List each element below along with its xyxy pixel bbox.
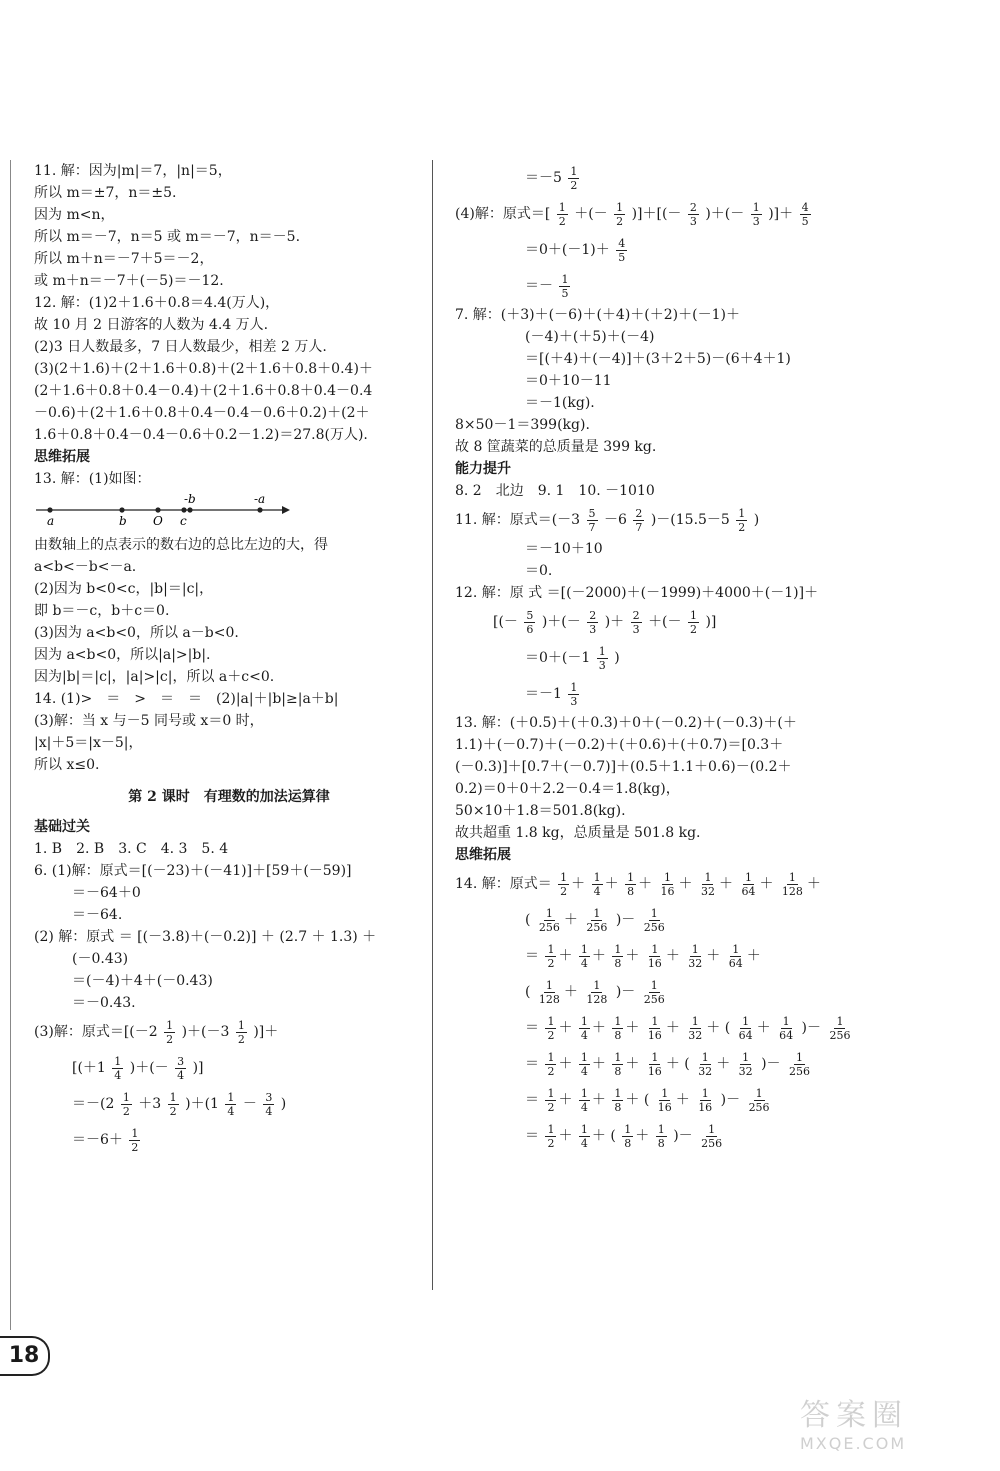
text-segment: ＋(－	[574, 206, 608, 222]
fraction: $\frac{1}{2}$	[547, 1014, 555, 1042]
text-line: ＝－1(kg).	[525, 395, 595, 411]
lesson-title: 第 2 课时 有理数的加法运算律	[128, 789, 330, 805]
text-segment: )＋(－	[541, 614, 581, 630]
text-line: 1.1)＋(－0.7)＋(－0.2)＋(＋0.6)＋(＋0.7)＝[0.3＋	[455, 737, 784, 753]
section-heading: 能力提升	[455, 461, 511, 477]
point-o	[155, 507, 160, 512]
text-line: ＝(－4)＋4＋(－0.43)	[72, 973, 213, 989]
fraction: $\frac{1}{2}$	[558, 200, 566, 228]
fraction: $\frac{1}{16}$	[657, 1086, 672, 1114]
section-heading: 思维拓展	[455, 847, 511, 863]
text-segment: ＝－(2	[72, 1096, 115, 1112]
fraction: $\frac{1}{2}$	[738, 506, 746, 534]
fraction: $\frac{1}{4}$	[580, 942, 588, 970]
text-segment: )－(15.5－5	[650, 512, 730, 528]
fraction: $\frac{1}{32}$	[698, 1050, 713, 1078]
text-line: ＝[(＋4)＋(－4)]＋(3＋2＋5)－(6＋4＋1)	[525, 351, 791, 367]
fraction: $\frac{1}{256}$	[538, 906, 560, 934]
math-line	[34, 1122, 424, 1158]
section-heading: 基础过关	[34, 819, 90, 835]
fraction: $\frac{1}{4}$	[580, 1014, 588, 1042]
text-segment: 14. 解：原式＝	[455, 876, 552, 892]
text-segment: )	[280, 1096, 287, 1112]
text-segment: )＋(1	[185, 1096, 219, 1112]
text-line: 由数轴上的点表示的数右边的总比左边的大，得	[34, 537, 328, 553]
fraction: $\frac{2}{3}$	[689, 200, 697, 228]
text-line: 所以 x≤0.	[34, 757, 100, 773]
fraction: $\frac{1}{4}$	[580, 1086, 588, 1114]
text-line: (3)解：当 x 与－5 同号或 x＝0 时，	[34, 713, 264, 729]
text-line: 7. 解：(＋3)＋(－6)＋(＋4)＋(＋2)＋(－1)＋	[455, 307, 740, 323]
text-segment: (3)解：原式＝[(－2	[34, 1024, 158, 1040]
text-segment: )]	[705, 614, 717, 630]
text-line: ＝－64.	[72, 907, 123, 923]
text-line: 所以 m＋n＝－7＋5＝－2，	[34, 251, 214, 267]
watermark-site: MXQE.COM	[800, 1434, 907, 1453]
text-line: (2) 解：原式 ＝ [(－3.8)＋(－0.2)] ＋ (2.7 ＋ 1.3) ＋	[34, 929, 377, 945]
text-line: 14. (1)> ＝ > ＝ ＝ (2)|a|＋|b|≥|a＋b|	[34, 691, 339, 707]
point-b	[119, 507, 124, 512]
left-column	[34, 160, 424, 1158]
text-line: ＝－64＋0	[72, 885, 141, 901]
text-line: 所以 m＝－7，n＝5 或 m＝－7，n＝－5.	[34, 229, 301, 245]
math-line	[455, 196, 875, 232]
text-line: 1.6＋0.8＋0.4－0.4－0.6＋0.2－1.2)＝27.8(万人).	[34, 427, 368, 443]
label-neg-b: -b	[184, 494, 196, 506]
fraction: $\frac{3}{4}$	[177, 1054, 185, 1082]
text-segment: )]	[192, 1060, 204, 1076]
fraction: $\frac{1}{8}$	[614, 942, 622, 970]
fraction: $\frac{1}{16}$	[698, 1086, 713, 1114]
text-line: 故 8 筐蔬菜的总质量是 399 kg.	[455, 439, 657, 455]
point-a	[47, 507, 52, 512]
fraction: $\frac{4}{5}$	[801, 200, 809, 228]
fraction: $\frac{1}{16}$	[647, 1050, 662, 1078]
fraction: $\frac{5}{6}$	[526, 608, 534, 636]
text-segment: )＋(－	[705, 206, 745, 222]
fraction: $\frac{5}{7}$	[588, 506, 596, 534]
fraction: $\frac{1}{128}$	[586, 978, 608, 1006]
label-o: O	[153, 514, 163, 528]
fraction: $\frac{2}{3}$	[589, 608, 597, 636]
point-neg-a	[257, 507, 262, 512]
math-line	[34, 1086, 424, 1122]
text-segment: )＋(－	[129, 1060, 169, 1076]
math-line: ( $\frac{1}{256}$ ＋ $\frac{1}{256}$ )－ $\frac{1}{256}$	[525, 906, 665, 934]
fraction: $\frac{1}{16}$	[647, 1014, 662, 1042]
math-line	[455, 160, 875, 196]
fraction: $\frac{1}{256}$	[586, 906, 608, 934]
fraction: $\frac{1}{128}$	[538, 978, 560, 1006]
fraction: $\frac{1}{4}$	[114, 1054, 122, 1082]
label-c: c	[180, 514, 187, 528]
fraction: $\frac{1}{2}$	[547, 1086, 555, 1114]
fraction: $\frac{1}{2}$	[166, 1018, 174, 1046]
text-line: 13. 解：(＋0.5)＋(＋0.3)＋0＋(－0.2)＋(－0.3)＋(＋	[455, 715, 797, 731]
watermark-logo	[800, 1390, 990, 1460]
text-segment: (4)解：原式＝[	[455, 206, 551, 222]
text-segment: ＋3	[138, 1096, 162, 1112]
fraction: $\frac{1}{4}$	[580, 1050, 588, 1078]
text-line: (2)因为 b<0<c，|b|＝|c|，	[34, 581, 214, 597]
fraction: $\frac{1}{2}$	[237, 1018, 245, 1046]
text-segment: ＝－5	[525, 170, 562, 186]
left-margin-rule	[10, 160, 11, 1330]
math-line	[455, 640, 875, 676]
watermark-main: 答案圈	[800, 1398, 908, 1433]
fraction: $\frac{1}{5}$	[561, 272, 569, 300]
text-segment: )]＋[(－	[631, 206, 682, 222]
fraction: $\frac{1}{8}$	[624, 1122, 632, 1150]
text-line: ＝0.	[525, 563, 553, 579]
fraction: $\frac{1}{32}$	[688, 1014, 703, 1042]
text-line: (2＋1.6＋0.8＋0.4－0.4)＋(2＋1.6＋0.8＋0.4－0.4	[34, 383, 373, 399]
fraction: $\frac{1}{2}$	[547, 1122, 555, 1150]
math-line: ＝ $\frac{1}{2}$ ＋ $\frac{1}{4}$ ＋ $\frac{1}{8}$ ＋ ( $\frac{1}{16}$ ＋ $\frac{1}{16}$ )－ $\frac{1}{256}$	[525, 1086, 770, 1114]
text-line: 50×10＋1.8＝501.8(kg).	[455, 803, 626, 819]
text-line: 所以 m＝±7，n＝±5.	[34, 185, 177, 201]
fraction: $\frac{1}{8}$	[614, 1014, 622, 1042]
text-segment: ＋(－	[648, 614, 682, 630]
fraction: $\frac{1}{4}$	[227, 1090, 235, 1118]
label-a: a	[47, 514, 55, 528]
math-line	[455, 676, 875, 712]
text-line: |x|＋5＝|x－5|，	[34, 735, 143, 751]
fraction: $\frac{1}{128}$	[781, 870, 803, 898]
text-segment: [(－	[493, 614, 518, 630]
text-line: 即 b＝－c，b＋c＝0.	[34, 603, 170, 619]
text-line: (3)(2＋1.6)＋(2＋1.6＋0.8)＋(2＋1.6＋0.8＋0.4)＋	[34, 361, 373, 377]
text-segment: ＝0＋(－1)＋	[525, 242, 610, 258]
fraction: $\frac{1}{8}$	[657, 1122, 665, 1150]
text-segment: )＋	[604, 614, 625, 630]
right-column	[455, 160, 875, 1154]
text-line: 11. 解：因为|m|＝7，|n|＝5，	[34, 163, 232, 179]
number-line-figure	[34, 494, 294, 528]
math-line: ＝ $\frac{1}{2}$ ＋ $\frac{1}{4}$ ＋ $\frac{1}{8}$ ＋ $\frac{1}{16}$ ＋ ( $\frac{1}{32}$ ＋ $\frac{1}{32}$ )－ $\frac{1}{256}$	[525, 1050, 811, 1078]
fraction: $\frac{1}{32}$	[700, 870, 715, 898]
math-line	[34, 1050, 424, 1086]
text-segment: －6	[604, 512, 627, 528]
math-line: ＝ $\frac{1}{2}$ ＋ $\frac{1}{4}$ ＋ $\frac{1}{8}$ ＋ $\frac{1}{16}$ ＋ $\frac{1}{32}$ ＋ $\frac{1}{64}$ ＋	[525, 942, 761, 970]
text-line: (－0.3)]＋[0.7＋(－0.7)]＋(0.5＋1.1＋0.6)－(0.2＋	[455, 759, 792, 775]
text-segment: [(＋1	[72, 1060, 106, 1076]
fraction: $\frac{4}{5}$	[618, 236, 626, 264]
fraction: $\frac{1}{16}$	[660, 870, 675, 898]
text-line: 8×50－1＝399(kg).	[455, 417, 590, 433]
fraction: $\frac{1}{2}$	[560, 870, 568, 898]
fraction: $\frac{1}{64}$	[738, 1014, 753, 1042]
fraction: $\frac{1}{3}$	[752, 200, 760, 228]
fraction: $\frac{1}{2}$	[547, 1050, 555, 1078]
math-line	[455, 232, 875, 268]
text-line: 6. (1)解：原式＝[(－23)＋(－41)]＋[59＋(－59)]	[34, 863, 352, 879]
column-divider	[432, 160, 433, 1290]
fraction: $\frac{1}{256}$	[643, 978, 665, 1006]
text-line: a<b<－b<－a.	[34, 559, 137, 575]
fraction: $\frac{1}{32}$	[688, 942, 703, 970]
fraction: $\frac{1}{256}$	[643, 906, 665, 934]
text-line: (2)3 日人数最多，7 日人数最少，相差 2 万人.	[34, 339, 327, 355]
text-line: 因为 a<b<0，所以|a|>|b|.	[34, 647, 211, 663]
text-line: ＝0＋10－11	[525, 373, 612, 389]
fraction: $\frac{1}{2}$	[131, 1126, 139, 1154]
fraction: $\frac{1}{4}$	[593, 870, 601, 898]
text-line: －0.6)＋(2＋1.6＋0.8＋0.4－0.4－0.6＋0.2)＋(2＋	[34, 405, 370, 421]
fraction: $\frac{1}{2}$	[122, 1090, 130, 1118]
text-line: 13. 解：(1)如图：	[34, 471, 151, 487]
fraction: $\frac{1}{256}$	[748, 1086, 770, 1114]
label-neg-a: -a	[254, 494, 266, 506]
text-line: 或 m＋n＝－7＋(－5)＝－12.	[34, 273, 224, 289]
fraction: $\frac{1}{2}$	[616, 200, 624, 228]
fraction: $\frac{2}{3}$	[632, 608, 640, 636]
text-line: 因为 m<n，	[34, 207, 115, 223]
text-segment: ＝－1	[525, 686, 562, 702]
label-b: b	[119, 514, 127, 528]
fraction: $\frac{1}{2}$	[570, 164, 578, 192]
arrow-head-icon	[282, 506, 290, 514]
text-line: 故共超重 1.8 kg，总质量是 501.8 kg.	[455, 825, 701, 841]
fraction: $\frac{1}{256}$	[789, 1050, 811, 1078]
text-line: (－4)＋(＋5)＋(－4)	[525, 329, 655, 345]
text-segment: ＝－	[525, 278, 553, 294]
math-line	[455, 502, 875, 538]
fraction: $\frac{1}{16}$	[647, 942, 662, 970]
fraction: $\frac{1}{2}$	[547, 942, 555, 970]
point-neg-b	[187, 507, 192, 512]
text-line: (－0.43)	[72, 951, 129, 967]
fraction: $\frac{1}{64}$	[741, 870, 756, 898]
text-segment: ＝0＋(－1	[525, 650, 591, 666]
text-segment: )	[614, 650, 620, 666]
text-line: 0.2)＝0＋0＋2.2－0.4＝1.8(kg)，	[455, 781, 680, 797]
fraction: $\frac{1}{256}$	[701, 1122, 723, 1150]
text-segment: )]＋	[768, 206, 794, 222]
text-segment: )]＋	[253, 1024, 279, 1040]
fraction: $\frac{1}{64}$	[728, 942, 743, 970]
fraction: $\frac{1}{3}$	[570, 680, 578, 708]
math-line	[455, 268, 875, 304]
text-line: ＝－0.43.	[72, 995, 136, 1011]
math-line: 14. 解：原式＝ $\frac{1}{2}$ ＋ $\frac{1}{4}$ ＋ $\frac{1}{8}$ ＋ $\frac{1}{16}$ ＋ $\frac{1}{32}$ ＋ $\frac{1}{64}$ ＋ $\frac{1}{128}$ ＋	[455, 870, 821, 898]
math-line: ( $\frac{1}{128}$ ＋ $\frac{1}{128}$ )－ $\frac{1}{256}$	[525, 978, 665, 1006]
text-line: (3)因为 a<b<0，所以 a－b<0.	[34, 625, 239, 641]
fraction: $\frac{1}{3}$	[598, 644, 606, 672]
fraction: $\frac{1}{8}$	[627, 870, 635, 898]
fraction: $\frac{3}{4}$	[265, 1090, 273, 1118]
fraction: $\frac{1}{64}$	[779, 1014, 794, 1042]
page-number: 18	[0, 1336, 50, 1376]
point-c	[181, 507, 186, 512]
text-line: ＝－10＋10	[525, 541, 603, 557]
text-segment: )	[753, 512, 760, 528]
text-line: 12. 解：原 式 ＝[(－2000)＋(－1999)＋4000＋(－1)]＋	[455, 585, 819, 601]
text-segment: )＋(－3	[181, 1024, 230, 1040]
math-line	[455, 604, 875, 640]
math-line	[34, 1014, 424, 1050]
text-segment: ＝－6＋	[72, 1132, 123, 1148]
fraction: $\frac{1}{8}$	[614, 1050, 622, 1078]
math-line: ＝ $\frac{1}{2}$ ＋ $\frac{1}{4}$ ＋ ( $\frac{1}{8}$ ＋ $\frac{1}{8}$ )－ $\frac{1}{256}$	[525, 1122, 723, 1150]
fraction: $\frac{1}{256}$	[829, 1014, 851, 1042]
text-segment: 11. 解：原式＝(－3	[455, 512, 581, 528]
fraction: $\frac{1}{32}$	[738, 1050, 753, 1078]
text-line: 8. 2 北边 9. 1 10. －1010	[455, 483, 655, 499]
text-segment: －	[242, 1096, 257, 1112]
text-line: 1. B 2. B 3. C 4. 3 5. 4	[34, 841, 229, 857]
text-line: 12. 解：(1)2＋1.6＋0.8＝4.4(万人)，	[34, 295, 280, 311]
text-line: 因为|b|＝|c|，|a|>|c|，所以 a＋c<0.	[34, 669, 275, 685]
fraction: $\frac{1}{8}$	[614, 1086, 622, 1114]
fraction: $\frac{1}{2}$	[689, 608, 697, 636]
math-line: ＝ $\frac{1}{2}$ ＋ $\frac{1}{4}$ ＋ $\frac{1}{8}$ ＋ $\frac{1}{16}$ ＋ $\frac{1}{32}$ ＋ ( $\frac{1}{64}$ ＋ $\frac{1}{64}$ )－ $\frac{1}{256}$	[525, 1014, 851, 1042]
fraction: $\frac{1}{4}$	[580, 1122, 588, 1150]
fraction: $\frac{1}{2}$	[169, 1090, 177, 1118]
text-line: 故 10 月 2 日游客的人数为 4.4 万人.	[34, 317, 269, 333]
fraction: $\frac{2}{7}$	[635, 506, 643, 534]
section-heading: 思维拓展	[34, 449, 90, 465]
